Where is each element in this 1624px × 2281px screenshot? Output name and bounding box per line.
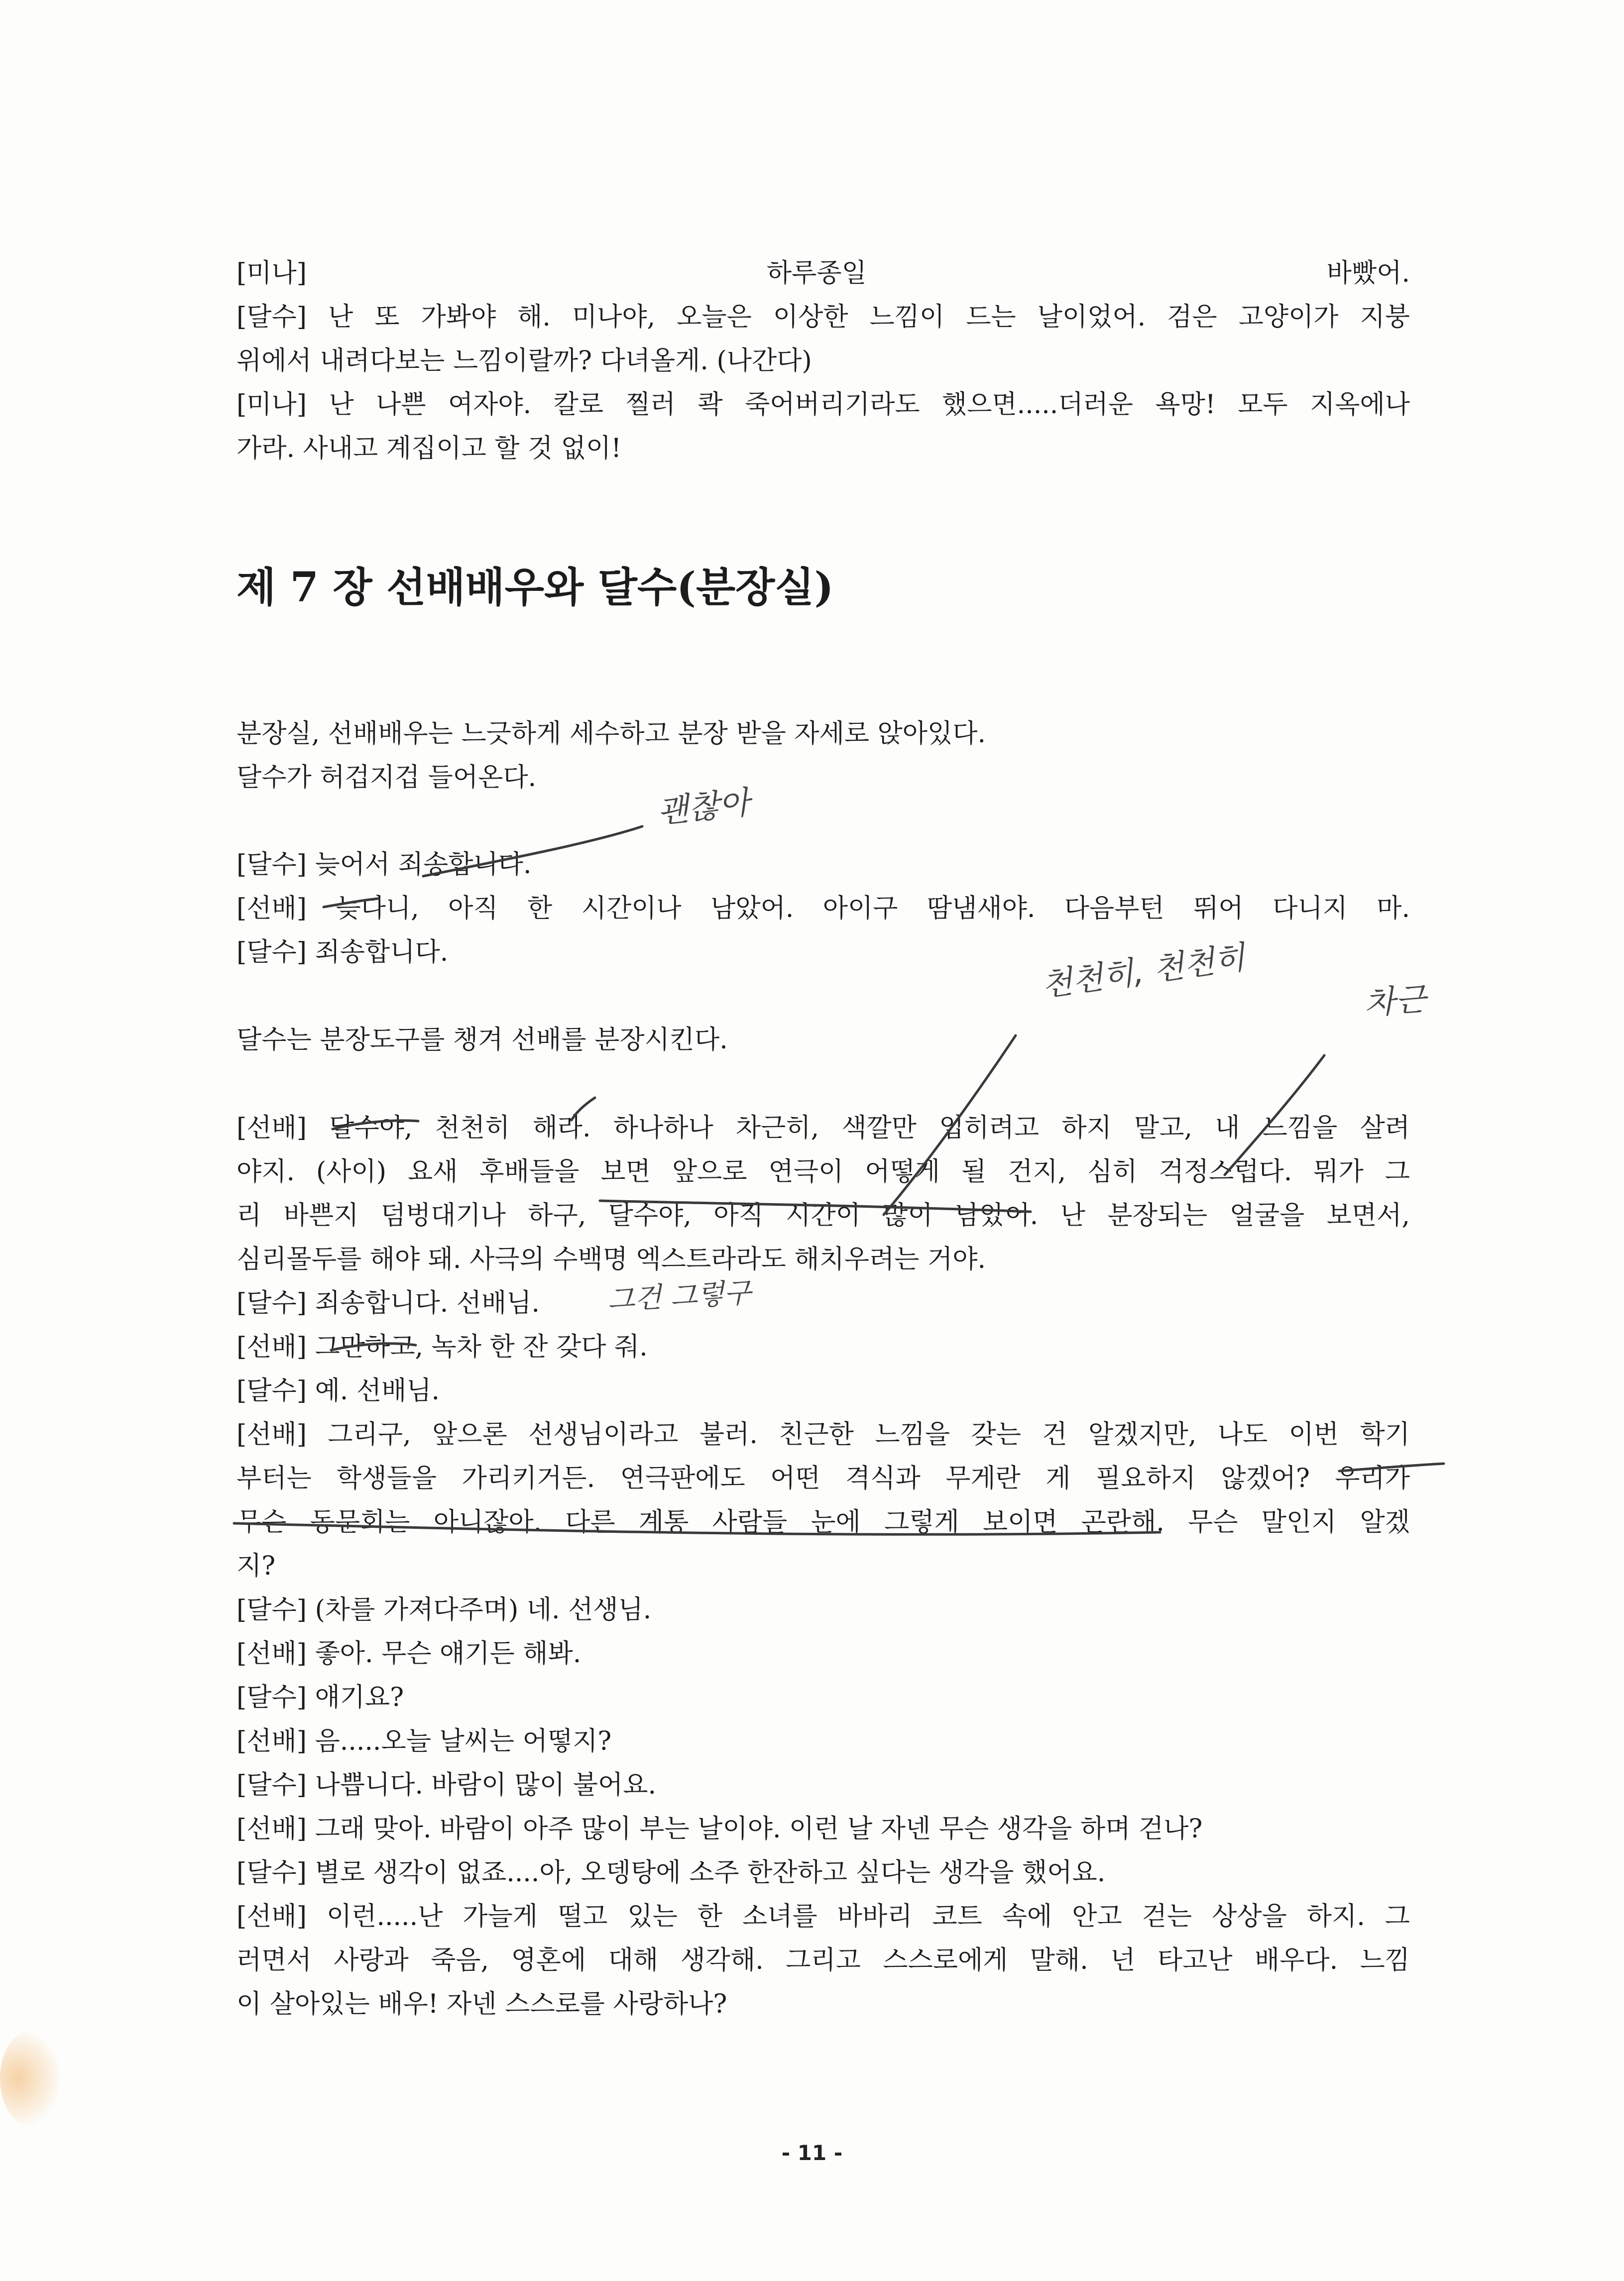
- script-line: 지?: [236, 1551, 276, 1581]
- script-line: [선배] 달수야, 천천히 해라. 하나하나 차근히, 색깔만 입히려고 하지 말고, 내 느낌을 살려: [236, 1113, 1410, 1143]
- strike-through: [234, 1523, 1160, 1534]
- scene-heading: 제 7 장 선배배우와 달수(분장실): [236, 564, 834, 611]
- script-line: [선배] 이런.....난 가늘게 떨고 있는 한 소녀를 바바리 코트 속에 안고 걷는 상상을 하지. 그: [236, 1902, 1410, 1932]
- correction-mark: [572, 1098, 595, 1120]
- annotation-arrow: [884, 1035, 1016, 1215]
- handwritten-note: 천천히, 천천히: [1039, 939, 1248, 1005]
- strike-through: [1339, 1464, 1444, 1471]
- script-line: [달수] 얘기요?: [236, 1683, 404, 1712]
- handwritten-note: 괜찮아: [656, 784, 752, 831]
- script-line: 리 바쁜지 덤벙대기나 하구, 달수야, 아직 시간이 많이 남았어. 난 분장되는 얼굴을 보면서,: [236, 1201, 1410, 1231]
- stage-direction: 달수가 허겁지겁 들어온다.: [236, 763, 537, 793]
- script-line: [달수] 죄송합니다. 선배님.: [236, 1288, 540, 1318]
- script-line: [미나] 하루종일 바빴어.: [236, 258, 1410, 288]
- script-line: 무슨 동문회는 아니잖아. 다른 계통 사람들 눈에 그렇게 보이면 곤란해. 무슨 말인지 알겠: [236, 1507, 1410, 1537]
- script-line: [선배] 그만하고, 녹차 한 잔 갖다 줘.: [236, 1332, 648, 1362]
- stage-direction: 분장실, 선배배우는 느긋하게 세수하고 분장 받을 자세로 앉아있다.: [236, 719, 986, 749]
- script-line: 부터는 학생들을 가리키거든. 연극판에도 어떤 격식과 무게란 게 필요하지 않겠어? 우리가: [236, 1464, 1410, 1493]
- strike-through: [333, 1121, 418, 1129]
- script-line: [선배] 그리구, 앞으론 선생님이라고 불러. 친근한 느낌을 갖는 건 알겠지만, 나도 이번 학기: [236, 1420, 1410, 1450]
- script-line: 이 살아있는 배우! 자넨 스스로를 사랑하나?: [236, 1989, 727, 2019]
- script-line: [달수] 예. 선배님.: [236, 1376, 440, 1406]
- strike-through: [324, 899, 378, 907]
- script-line: [선배] 좋아. 무슨 얘기든 해봐.: [236, 1639, 581, 1669]
- script-line: [선배] 늦다니, 아직 한 시간이나 남았어. 아이구 땀냄새야. 다음부턴 뛰어 다니지 마.: [236, 894, 1410, 923]
- handwritten-note: 그건 그렇구: [606, 1276, 752, 1317]
- script-line: 심리몰두를 해야 돼. 사극의 수백명 엑스트라라도 해치우려는 거야.: [236, 1245, 986, 1274]
- script-line: 야지. (사이) 요새 후배들을 보면 앞으로 연극이 어떻게 될 건지, 심히 걱정스럽다. 뭐가 그: [236, 1157, 1410, 1187]
- script-line: 가라. 사내고 계집이고 할 것 없이!: [236, 434, 622, 463]
- script-line: [선배] 음.....오늘 날씨는 어떻지?: [236, 1726, 612, 1756]
- annotation-arrow: [423, 826, 642, 876]
- handwritten-note: 차근: [1363, 981, 1427, 1023]
- stage-direction: 달수는 분장도구를 챙겨 선배를 분장시킨다.: [236, 1025, 728, 1055]
- script-line: [선배] 그래 맞아. 바람이 아주 많이 부는 날이야. 이런 날 자넨 무슨 생각을 하며 걷나?: [236, 1814, 1203, 1844]
- strike-through: [331, 1344, 416, 1350]
- script-line: 위에서 내려다보는 느낌이랄까? 다녀올게. (나간다): [236, 346, 812, 376]
- script-line: [달수] 늦어서 죄송합니다.: [236, 850, 532, 880]
- annotation-arrow: [1225, 1055, 1324, 1175]
- script-line: [달수] 별로 생각이 없죠....아, 오뎅탕에 소주 한잔하고 싶다는 생각을 했어요.: [236, 1858, 1106, 1888]
- script-line: [달수] 난 또 가봐야 해. 미나야, 오늘은 이상한 느낌이 드는 날이었어. 검은 고양이가 지붕: [236, 302, 1410, 332]
- script-line: [미나] 난 나쁜 여자야. 칼로 찔러 콱 죽어버리기라도 했으면.....더러운 욕망! 모두 지옥에나: [236, 390, 1410, 420]
- strike-through: [600, 1201, 1031, 1212]
- script-line: [달수] (차를 가져다주며) 네. 선생님.: [236, 1595, 652, 1625]
- script-line: 러면서 사랑과 죽음, 영혼에 대해 생각해. 그리고 스스로에게 말해. 넌 타고난 배우다. 느낌: [236, 1945, 1410, 1975]
- script-line: [달수] 나쁩니다. 바람이 많이 불어요.: [236, 1770, 656, 1800]
- page-number: - 11 -: [781, 2141, 843, 2165]
- script-line: [달수] 죄송합니다.: [236, 937, 449, 967]
